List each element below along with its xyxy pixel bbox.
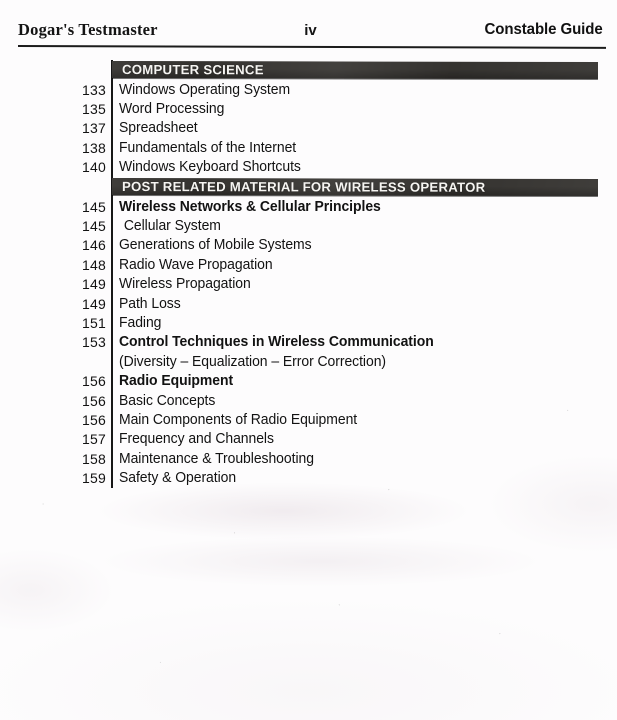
toc-entry-rule-spacer	[112, 255, 119, 274]
toc-entry-page-number: 157	[82, 431, 106, 448]
book-title: Constable Guide	[484, 21, 603, 38]
toc-entry-row[interactable]	[63, 333, 603, 352]
toc-entry-page-number: 149	[82, 276, 106, 293]
toc-entry-page-number: 149	[82, 295, 106, 312]
toc-entry-row[interactable]	[63, 294, 603, 313]
page-number: iv	[304, 22, 317, 39]
toc-entry-page-number: 156	[82, 411, 106, 428]
toc-entry-rule-spacer	[112, 216, 119, 235]
toc-entry-title[interactable]: Word Processing	[119, 101, 225, 118]
toc-entry-title[interactable]: Wireless Networks & Cellular Principles	[119, 198, 381, 215]
toc-entry-page-number: 159	[82, 470, 106, 487]
section-heading-bar	[112, 178, 598, 196]
toc-entry-row[interactable]	[63, 255, 603, 274]
toc-entry-row[interactable]	[63, 468, 603, 487]
toc-entry-rule-spacer	[112, 449, 119, 468]
toc-entry-title[interactable]: Safety & Operation	[119, 470, 237, 487]
toc-entry-title[interactable]: Windows Operating System	[119, 81, 291, 98]
section-heading-label: COMPUTER SCIENCE	[121, 62, 264, 78]
toc-entry-rule-spacer	[112, 99, 119, 118]
toc-entry-title[interactable]: (Diversity – Equalization – Error Correction)	[119, 353, 387, 370]
toc-entry-page-number: 133	[82, 81, 106, 98]
toc-entry-rule-spacer	[112, 158, 119, 177]
toc-entry-page-number: 145	[82, 218, 106, 235]
toc-entry-title[interactable]: Radio Equipment	[119, 373, 234, 390]
toc-entry-row[interactable]	[63, 119, 603, 138]
section-heading-label: POST RELATED MATERIAL FOR WIRELESS OPERATOR	[121, 178, 486, 195]
toc-entry-row[interactable]	[63, 197, 603, 216]
book-series-title: Dogar's Testmaster	[18, 20, 158, 39]
toc-entry-row[interactable]	[63, 391, 603, 410]
toc-entry-title[interactable]: Control Techniques in Wireless Communication	[119, 334, 434, 351]
toc-entry-row[interactable]	[63, 275, 603, 294]
toc-entry-title[interactable]: Main Components of Radio Equipment	[119, 411, 358, 428]
toc-entry-rule-spacer	[112, 294, 119, 313]
toc-entry-row[interactable]	[63, 216, 603, 235]
toc-entry-rule-spacer	[112, 275, 119, 294]
toc-entry-rule-spacer	[112, 119, 119, 138]
toc-entry-row[interactable]	[63, 138, 603, 157]
toc-entry-row[interactable]	[63, 371, 603, 390]
toc-entry-page-number: 156	[82, 373, 106, 390]
toc-entry-page-number: 156	[82, 392, 106, 409]
toc-entry-row[interactable]	[63, 410, 603, 429]
toc-entry-row[interactable]	[63, 449, 603, 468]
toc-entry-page-number: 153	[82, 334, 106, 351]
running-header	[18, 20, 603, 42]
toc-entry-row[interactable]	[63, 99, 603, 118]
toc-entry-title[interactable]: Generations of Mobile Systems	[119, 237, 312, 254]
toc-entry-title[interactable]: Spreadsheet	[119, 120, 198, 137]
toc-entry-rule-spacer	[112, 430, 119, 449]
toc-entry-page-number: 151	[82, 314, 106, 331]
header-divider-rule	[18, 45, 606, 49]
toc-entry-title[interactable]: Wireless Propagation	[119, 276, 251, 293]
toc-entry-title[interactable]: Cellular System	[123, 218, 221, 235]
toc-entry-rule-spacer	[112, 352, 119, 371]
toc-entry-rule-spacer	[112, 313, 119, 332]
toc-entry-row[interactable]	[63, 236, 603, 255]
toc-entry-title[interactable]: Basic Concepts	[119, 392, 216, 409]
toc-entry-rule-spacer	[112, 333, 119, 352]
toc-entry-title[interactable]: Windows Keyboard Shortcuts	[119, 159, 301, 176]
toc-entry-rule-spacer	[112, 468, 119, 487]
toc-entry-page-number: 138	[82, 139, 106, 156]
toc-entry-row[interactable]	[63, 352, 603, 371]
toc-entry-rule-spacer	[112, 236, 119, 255]
toc-entry-rule-spacer	[112, 80, 119, 99]
toc-entry-page-number: 140	[82, 159, 106, 176]
toc-entry-page-number: 148	[82, 256, 106, 273]
toc-entry-row[interactable]	[63, 430, 603, 449]
section-heading-row	[63, 177, 603, 197]
toc-entry-rule-spacer	[112, 138, 119, 157]
toc-entry-title[interactable]: Path Loss	[119, 295, 181, 312]
toc-entry-row[interactable]	[63, 80, 603, 99]
section-heading-bar	[112, 61, 598, 79]
toc-entry-row[interactable]	[63, 158, 603, 177]
toc-entry-rule-spacer	[112, 410, 119, 429]
toc-entry-title[interactable]: Fundamentals of the Internet	[119, 139, 297, 156]
toc-entry-rule-spacer	[112, 371, 119, 390]
toc-entry-title[interactable]: Frequency and Channels	[119, 431, 274, 448]
toc-entry-rule-spacer	[112, 197, 119, 216]
toc-entry-page-number: 158	[82, 450, 106, 467]
section-heading-row	[63, 60, 603, 80]
toc-entry-page-number: 145	[82, 198, 106, 215]
toc-entry-title[interactable]: Maintenance & Troubleshooting	[119, 450, 314, 467]
toc-entry-page-number: 135	[82, 101, 106, 118]
table-of-contents	[63, 60, 603, 488]
toc-entry-page-number: 137	[82, 120, 106, 137]
toc-entry-row[interactable]	[63, 313, 603, 332]
toc-entry-title[interactable]: Fading	[119, 314, 162, 331]
toc-entry-rule-spacer	[112, 391, 119, 410]
toc-entry-title[interactable]: Radio Wave Propagation	[119, 256, 273, 273]
toc-entry-page-number: 146	[82, 237, 106, 254]
